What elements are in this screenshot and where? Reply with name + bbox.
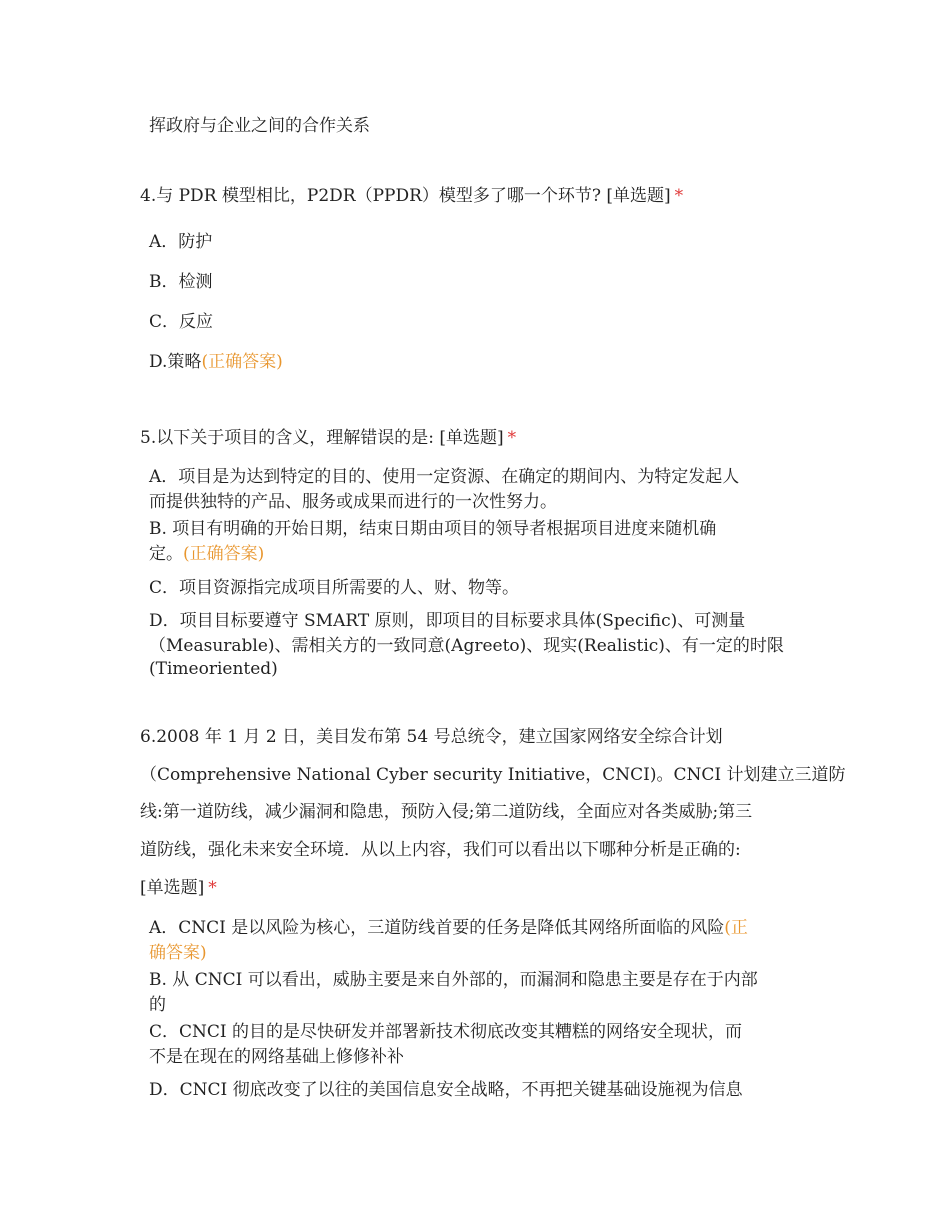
option-text: A．CNCI 是以风险为核心，三道防线首要的任务是降低其网络所面临的风险 bbox=[149, 918, 725, 938]
correct-answer-tag: (正确答案) bbox=[183, 544, 265, 564]
question-4-text: 4.与 PDR 模型相比，P2DR（PPDR）模型多了哪一个环节? [单选题] bbox=[140, 186, 671, 206]
question-6-option-b-line-1[interactable]: B. 从 CNCI 可以看出，威胁主要是来自外部的，而漏洞和隐患主要是存在于内部 bbox=[149, 970, 758, 990]
question-6-stem-line-4: 道防线，强化未来安全环境．从以上内容，我们可以看出以下哪种分析是正确的: bbox=[140, 840, 741, 860]
question-6-option-c-line-2[interactable]: 不是在现在的网络基础上修修补补 bbox=[149, 1047, 404, 1067]
option-text: 定。 bbox=[149, 544, 183, 564]
continuation-text: 挥政府与企业之间的合作关系 bbox=[149, 116, 370, 136]
question-5-text: 5.以下关于项目的含义，理解错误的是: [单选题] bbox=[140, 428, 504, 448]
question-5-option-d-line-2[interactable]: （Measurable)、需相关方的一致同意(Agreeto)、现实(Realistic)、有一定的时限 bbox=[149, 636, 784, 656]
required-star: * bbox=[674, 186, 684, 206]
question-4-stem bbox=[140, 184, 683, 208]
question-6-type: [单选题] bbox=[140, 878, 205, 898]
question-4-option-a[interactable]: A．防护 bbox=[149, 232, 213, 252]
question-5-stem bbox=[140, 426, 516, 450]
question-5-option-b-line-1[interactable]: B. 项目有明确的开始日期，结束日期由项目的领导者根据项目进度来随机确 bbox=[149, 519, 717, 539]
question-4-option-b[interactable]: B．检测 bbox=[149, 272, 213, 292]
question-6-option-c-line-1[interactable]: C．CNCI 的目的是尽快研发并部署新技术彻底改变其糟糕的网络安全现状，而 bbox=[149, 1022, 743, 1042]
question-6-stem-line-5 bbox=[140, 876, 217, 900]
question-6-option-b-line-2[interactable]: 的 bbox=[149, 995, 166, 1015]
question-6-option-a-line-1[interactable] bbox=[149, 916, 748, 940]
question-4-option-d[interactable] bbox=[149, 350, 283, 374]
correct-answer-tag: (正确答案) bbox=[201, 352, 283, 372]
question-5-option-c[interactable]: C．项目资源指完成项目所需要的人、财、物等。 bbox=[149, 578, 520, 598]
question-4-option-c[interactable]: C．反应 bbox=[149, 312, 214, 332]
question-6-option-a-line-2[interactable]: 确答案) bbox=[149, 943, 207, 963]
question-5-option-b-line-2[interactable] bbox=[149, 542, 264, 566]
correct-answer-tag: (正 bbox=[724, 918, 748, 938]
question-5-option-d-line-3[interactable]: (Timeoriented) bbox=[149, 659, 278, 679]
question-6-stem-line-3: 线:第一道防线，减少漏洞和隐患，预防入侵;第二道防线，全面应对各类威胁;第三 bbox=[140, 802, 753, 822]
question-6-stem-line-2: （Comprehensive National Cyber security Initiative，CNCI)。CNCI 计划建立三道防 bbox=[140, 765, 846, 785]
required-star: * bbox=[208, 878, 217, 898]
question-6-stem-line-1: 6.2008 年 1 月 2 日，美目发布第 54 号总统令，建立国家网络安全综合计划 bbox=[140, 727, 723, 747]
question-6-option-d-line-1[interactable]: D．CNCI 彻底改变了以往的美国信息安全战略，不再把关键基础设施视为信息 bbox=[149, 1080, 743, 1100]
question-5-option-d-line-1[interactable]: D．项目目标要遵守 SMART 原则，即项目的目标要求具体(Specific)、可测量 bbox=[149, 611, 746, 631]
option-text: D.策略 bbox=[149, 352, 202, 372]
required-star: * bbox=[507, 428, 517, 448]
question-5-option-a-line-2[interactable]: 而提供独特的产品、服务或成果而进行的一次性努力。 bbox=[149, 492, 557, 512]
question-5-option-a-line-1[interactable]: A．项目是为达到特定的目的、使用一定资源、在确定的期间内、为特定发起人 bbox=[149, 467, 740, 487]
